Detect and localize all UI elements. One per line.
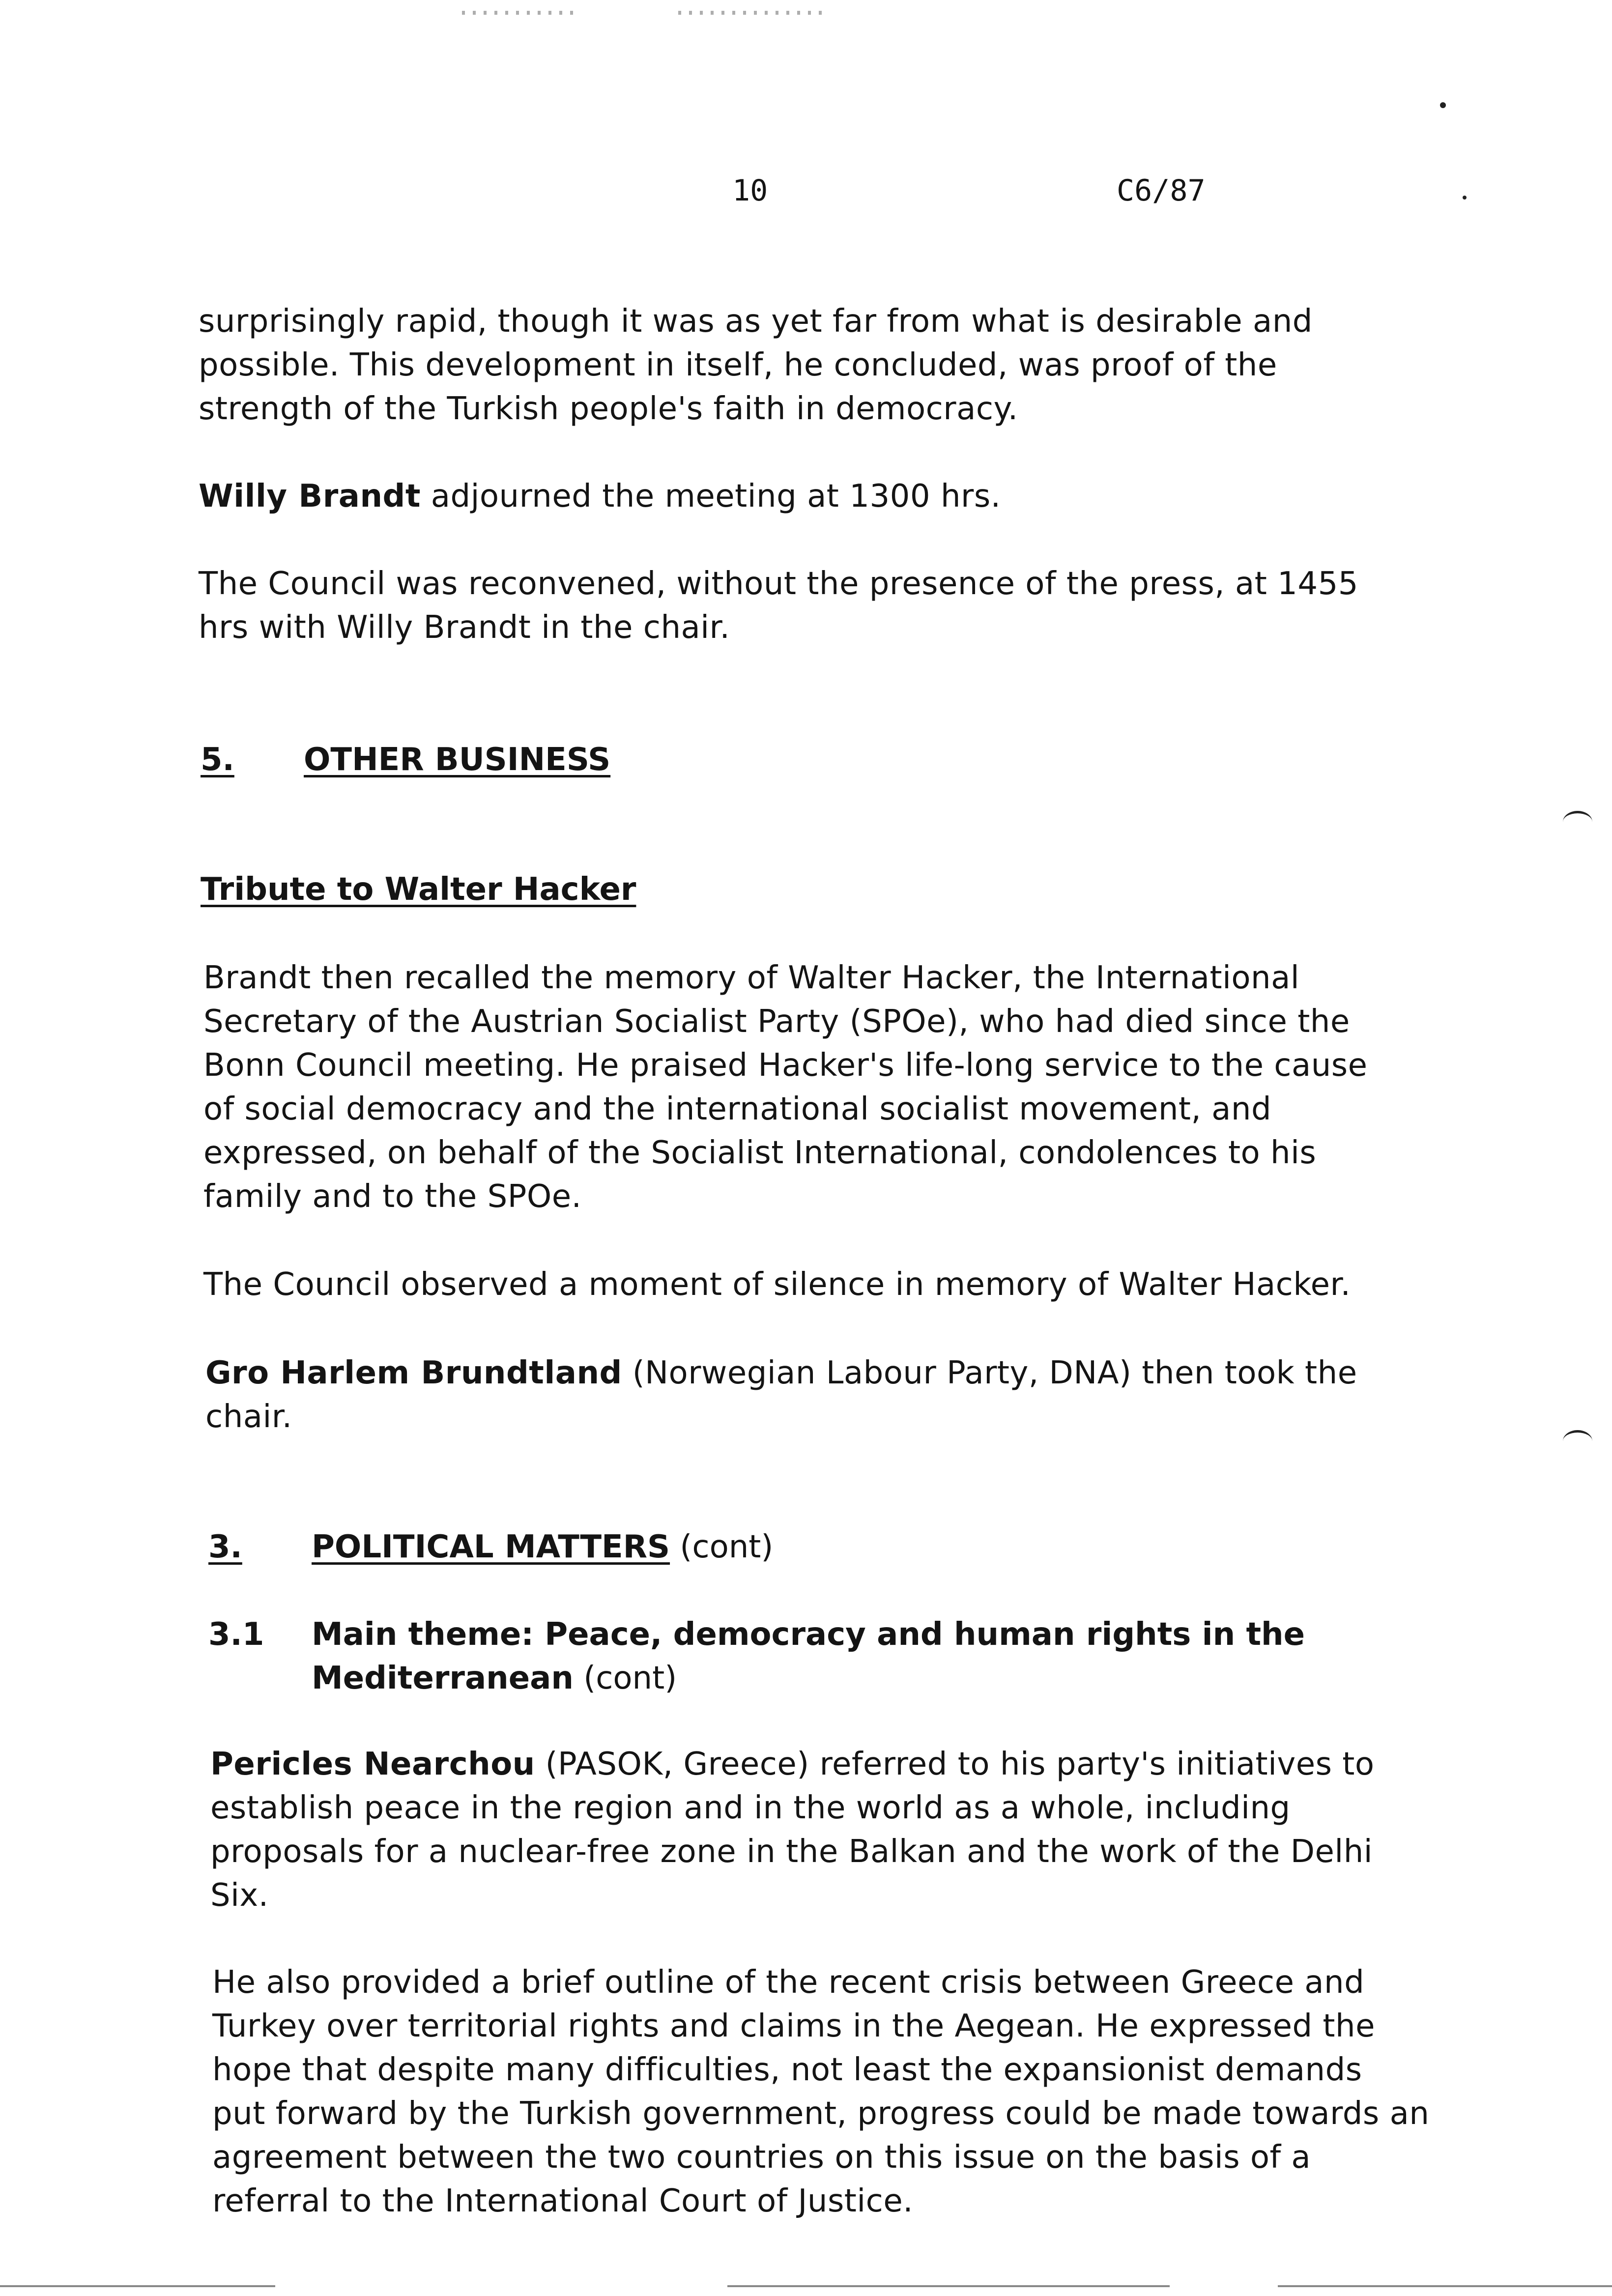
text-line: Brandt then recalled the memory of Walter Hacker, the International xyxy=(203,960,1300,996)
intro-paragraph xyxy=(199,300,1313,431)
scan-speck-top-2 xyxy=(678,11,826,15)
text-line: The Council observed a moment of silence in memory of Walter Hacker. xyxy=(203,1266,1351,1303)
section-heading-political-matters xyxy=(208,1525,773,1569)
tribute-paragraph xyxy=(203,956,1367,1219)
text-line: agreement between the two countries on this issue on the basis of a xyxy=(212,2139,1311,2176)
nearchou-paragraph xyxy=(210,1743,1375,1918)
document-reference: C6/87 xyxy=(1117,173,1206,208)
speaker-name: Gro Harlem Brundtland xyxy=(205,1355,622,1391)
chair-text: (Norwegian Labour Party, DNA) then took the xyxy=(622,1355,1357,1391)
scan-edge-left xyxy=(0,2285,275,2287)
section-suffix: (cont) xyxy=(670,1529,774,1565)
text-line: Secretary of the Austrian Socialist Party (SPOe), who had died since the xyxy=(203,1004,1350,1040)
text-line: chair. xyxy=(205,1399,292,1435)
page-number: 10 xyxy=(732,173,768,208)
text-line: put forward by the Turkish government, progress could be made towards an xyxy=(212,2095,1430,2132)
text-line: hope that despite many difficulties, not least the expansionist demands xyxy=(212,2052,1362,2088)
speaker-name: Willy Brandt xyxy=(199,478,421,515)
text-line: strength of the Turkish people's faith in democracy. xyxy=(199,391,1018,427)
text-line: family and to the SPOe. xyxy=(203,1178,582,1215)
text-line: Six. xyxy=(210,1877,269,1914)
text-line: Bonn Council meeting. He praised Hacker's life-long service to the cause xyxy=(203,1047,1368,1084)
text-line: establish peace in the region and in the world as a whole, including xyxy=(210,1790,1291,1826)
section-title: OTHER BUSINESS xyxy=(304,742,611,778)
scan-edge-mid xyxy=(727,2285,1170,2287)
outline-paragraph xyxy=(212,1961,1429,2223)
section-number: 3. xyxy=(208,1529,242,1565)
text-line: expressed, on behalf of the Socialist International, condolences to his xyxy=(203,1135,1317,1171)
reconvene-paragraph xyxy=(199,562,1358,650)
section-number: 5. xyxy=(201,742,234,778)
subsection-suffix: (cont) xyxy=(573,1660,677,1696)
subsection-number: 3.1 xyxy=(208,1616,264,1653)
section-title: POLITICAL MATTERS xyxy=(312,1529,670,1565)
text-line: proposals for a nuclear-free zone in the Balkan and the work of the Delhi xyxy=(210,1834,1373,1870)
scan-dot xyxy=(1440,102,1446,108)
adjourn-paragraph xyxy=(199,475,1001,518)
section-heading-other-business xyxy=(201,738,610,782)
scan-speck-top xyxy=(462,11,580,15)
text-line: He also provided a brief outline of the recent crisis between Greece and xyxy=(212,1964,1365,2001)
adjourn-text: adjourned the meeting at 1300 hrs. xyxy=(420,478,1001,515)
scan-dot-2 xyxy=(1463,196,1467,200)
subheading-title: Tribute to Walter Hacker xyxy=(201,871,636,908)
binding-mark-1 xyxy=(1563,811,1592,833)
text-line: Turkey over territorial rights and claims in the Aegean. He expressed the xyxy=(212,2008,1375,2044)
subsection-title-line-1: Main theme: Peace, democracy and human rights in the xyxy=(312,1616,1305,1653)
text-line: referral to the International Court of Justice. xyxy=(212,2183,914,2219)
speaker-name: Pericles Nearchou xyxy=(210,1746,535,1782)
text-line: The Council was reconvened, without the presence of the press, at 1455 xyxy=(199,566,1358,602)
subheading-tribute xyxy=(201,868,636,912)
text-line: surprisingly rapid, though it was as yet far from what is desirable and xyxy=(199,303,1313,340)
subsection-heading-main-theme xyxy=(208,1613,1305,1700)
chair-paragraph xyxy=(205,1351,1357,1439)
subsection-title-line-2: Mediterranean xyxy=(312,1660,574,1696)
binding-mark-2 xyxy=(1563,1430,1592,1452)
text-line: of social democracy and the international socialist movement, and xyxy=(203,1091,1272,1127)
silence-paragraph xyxy=(203,1263,1351,1307)
text-line: hrs with Willy Brandt in the chair. xyxy=(199,609,730,646)
text-line: possible. This development in itself, he concluded, was proof of the xyxy=(199,347,1277,383)
scan-edge-right xyxy=(1278,2285,1612,2287)
nearchou-text: (PASOK, Greece) referred to his party's initiatives to xyxy=(535,1746,1375,1782)
